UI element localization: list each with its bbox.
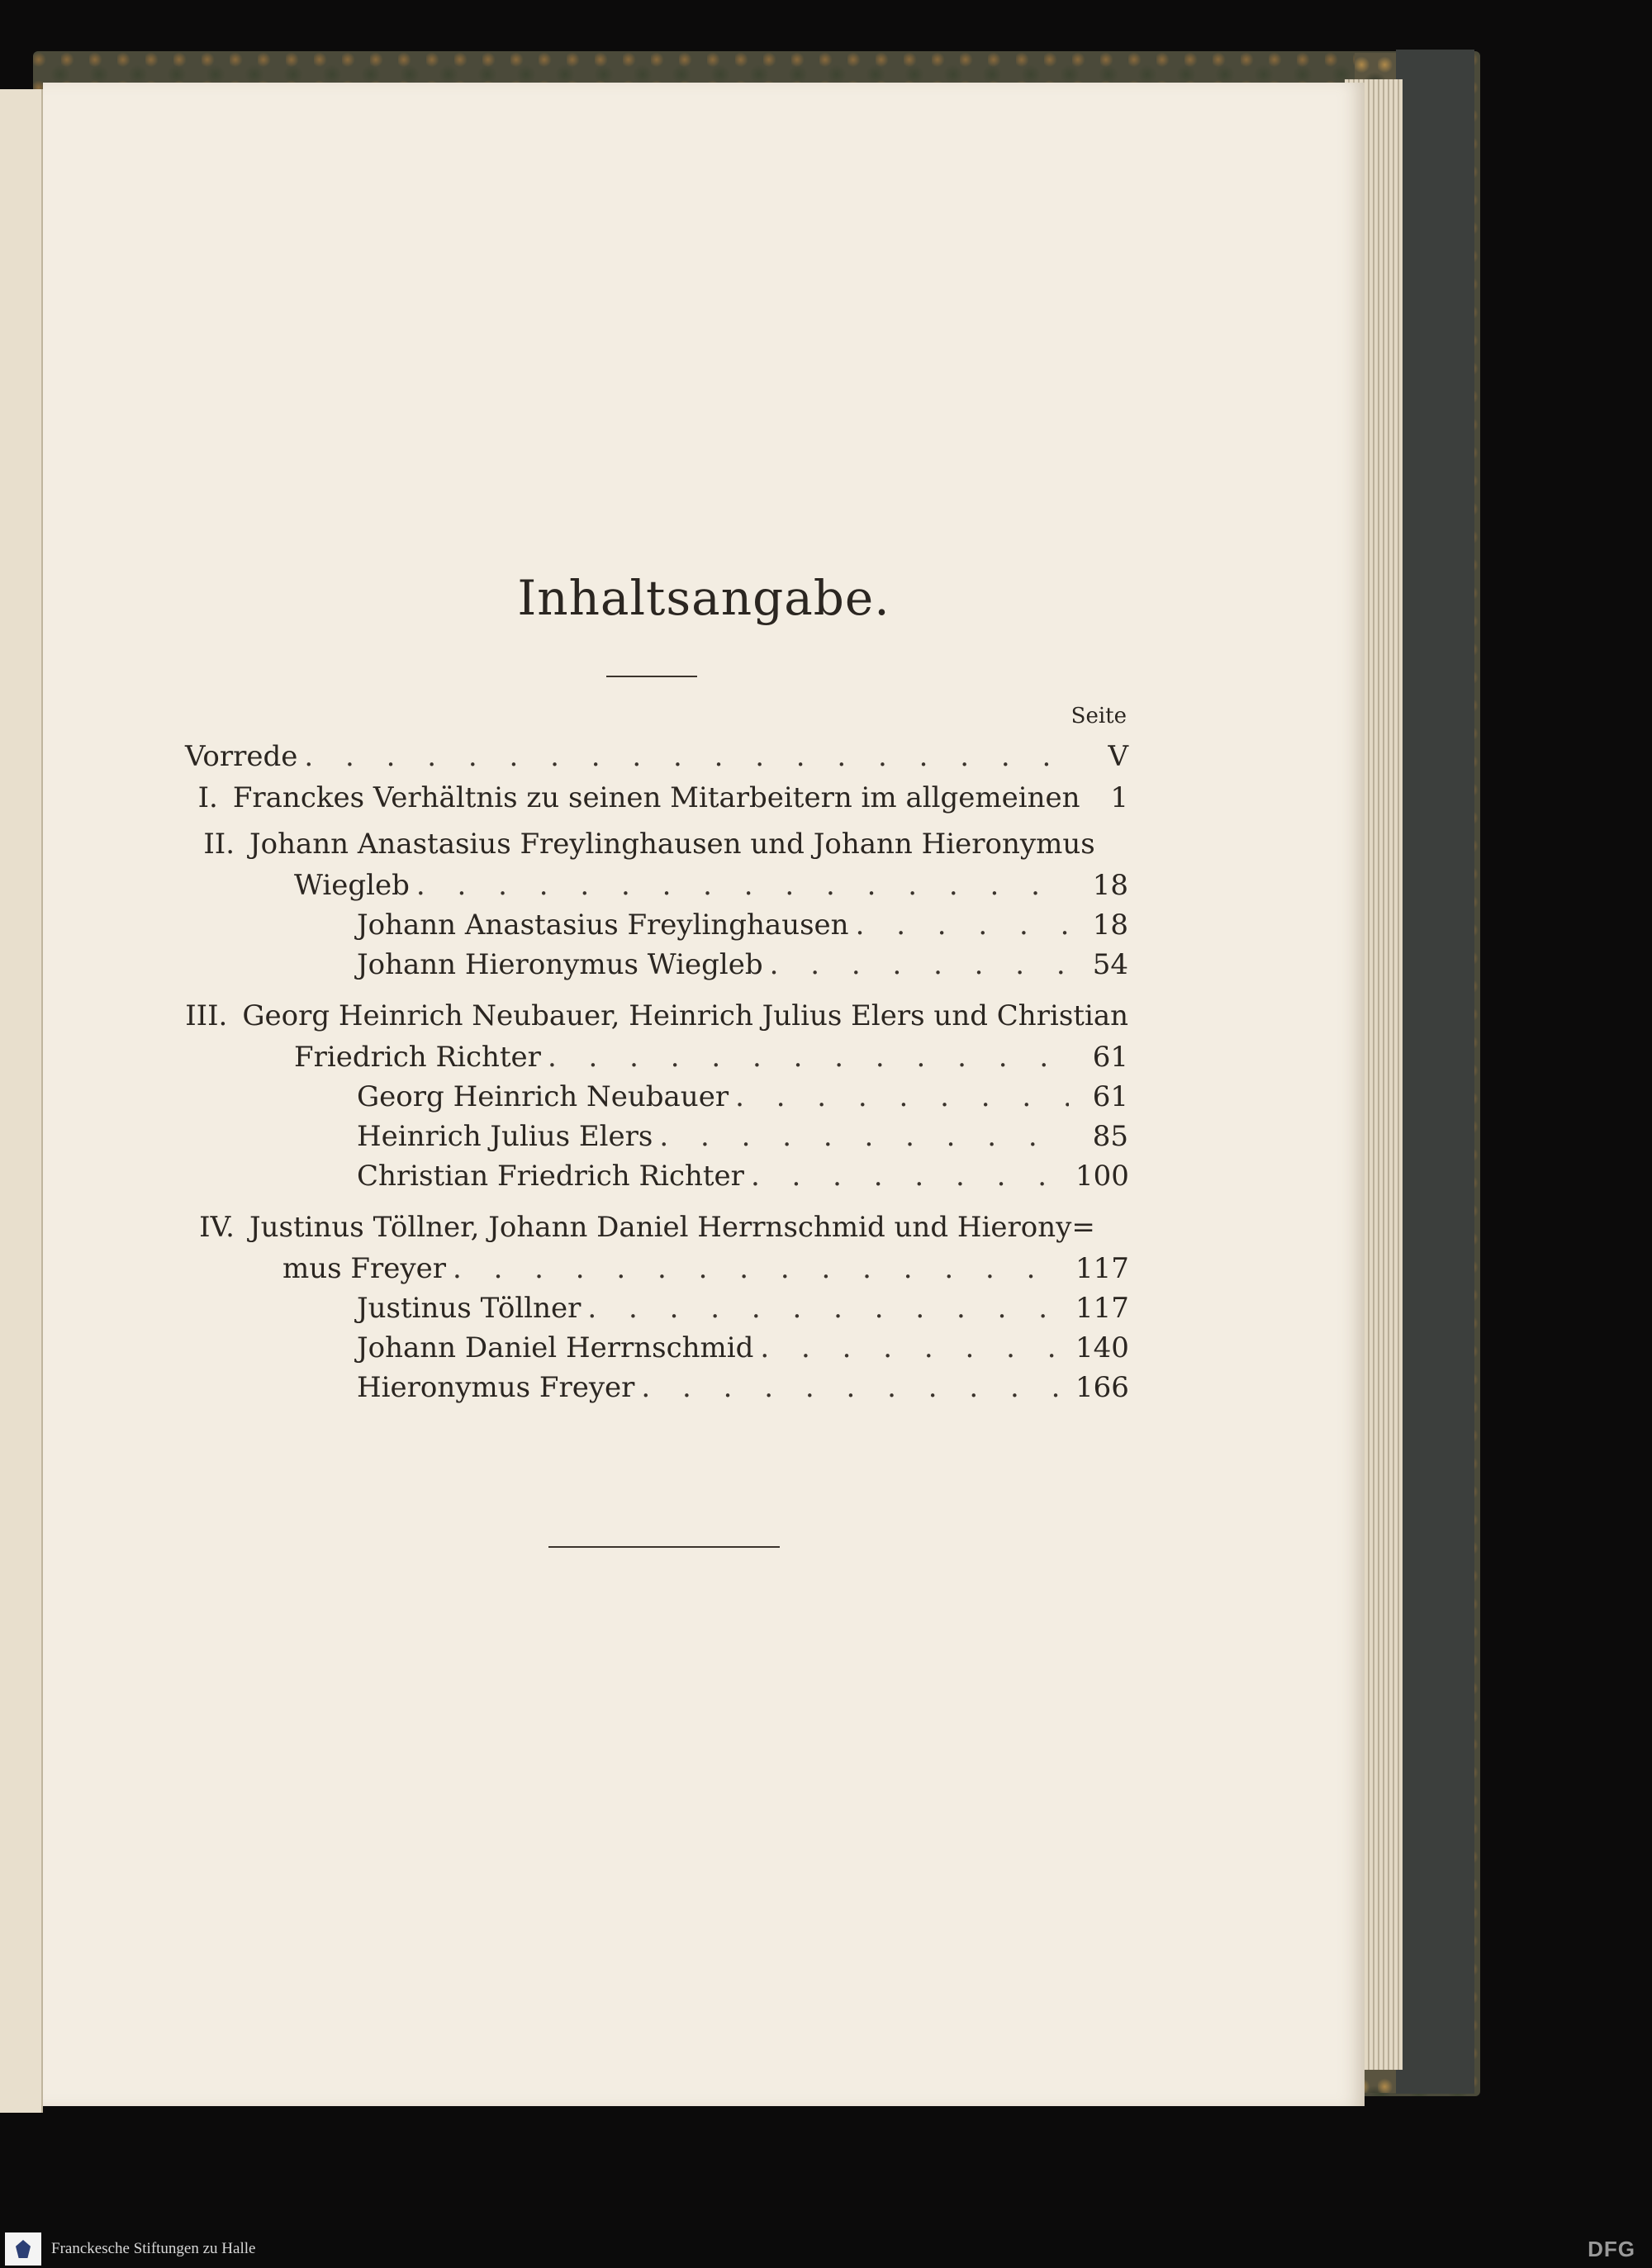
toc-entry xyxy=(282,1252,1128,1292)
book-spine xyxy=(1396,50,1474,2094)
viewer-footer xyxy=(0,2230,1652,2268)
book-page xyxy=(43,83,1365,2106)
table-of-contents xyxy=(43,83,1365,2106)
toc-entry-page: 166 xyxy=(1075,1371,1129,1404)
leader-dots xyxy=(587,1292,1069,1325)
end-divider xyxy=(548,1546,780,1548)
toc-entry-page: 18 xyxy=(1092,909,1128,942)
toc-entry-page: 140 xyxy=(1075,1331,1129,1364)
toc-entry-page: 61 xyxy=(1092,1080,1128,1113)
institution-name[interactable]: Franckesche Stiftungen zu Halle xyxy=(51,2240,256,2257)
toc-entry-page: 85 xyxy=(1092,1120,1128,1153)
toc-entry xyxy=(357,1120,1128,1160)
toc-entry-page: V xyxy=(1108,740,1128,773)
leader-dots xyxy=(735,1080,1069,1113)
leader-dots xyxy=(659,1120,1069,1153)
toc-entry-page: 117 xyxy=(1075,1252,1129,1285)
leader-dots xyxy=(751,1160,1069,1193)
toc-entry-text: Vorrede xyxy=(185,740,298,773)
toc-entry-text: Georg Heinrich Neubauer xyxy=(357,1080,729,1113)
crest-icon xyxy=(16,2240,31,2258)
toc-entry-text: Justinus Töllner, Johann Daniel Herrnschmid und Hierony= xyxy=(249,1211,1095,1244)
toc-entry-text: Hieronymus Freyer xyxy=(357,1371,635,1404)
toc-entry-page: 54 xyxy=(1092,948,1128,981)
toc-entry xyxy=(294,1041,1128,1080)
toc-entry-text: Justinus Töllner xyxy=(357,1292,582,1325)
toc-entry xyxy=(357,909,1128,948)
toc-entry-text: mus Freyer xyxy=(282,1252,446,1285)
toc-entry xyxy=(357,1080,1128,1120)
toc-entry xyxy=(185,828,1128,867)
toc-entry-page: 18 xyxy=(1092,869,1128,902)
toc-entry-text: Johann Anastasius Freylinghausen und Johann Hieronymus xyxy=(249,828,1095,861)
leader-dots xyxy=(760,1331,1069,1364)
toc-entry-page: 100 xyxy=(1075,1160,1129,1193)
toc-entry xyxy=(357,1160,1128,1199)
toc-entry-text: Johann Hieronymus Wiegleb xyxy=(357,948,763,981)
leader-dots xyxy=(641,1371,1069,1404)
leader-dots xyxy=(856,909,1069,942)
toc-entry xyxy=(357,1331,1128,1371)
toc-entry xyxy=(185,1211,1128,1250)
toc-entry-number: II. xyxy=(203,828,235,861)
toc-entry-text: Heinrich Julius Elers xyxy=(357,1120,653,1153)
toc-entry-text: Johann Anastasius Freylinghausen xyxy=(357,909,849,942)
toc-entry-text: Christian Friedrich Richter xyxy=(357,1160,744,1193)
leader-dots xyxy=(416,869,1069,902)
toc-entry-text: Georg Heinrich Neubauer, Heinrich Julius Elers und Christian xyxy=(242,999,1128,1032)
leader-dots xyxy=(304,740,1069,773)
dfg-logo[interactable]: DFG xyxy=(1588,2237,1635,2261)
toc-entry-page: 117 xyxy=(1075,1292,1129,1325)
toc-entry xyxy=(185,999,1128,1039)
leader-dots xyxy=(453,1252,1069,1285)
page-title: Inhaltsangabe. xyxy=(517,570,890,626)
toc-entry xyxy=(357,1292,1128,1331)
toc-entry-number: IV. xyxy=(199,1211,235,1244)
toc-entry-number: III. xyxy=(185,999,228,1032)
toc-entry-number: I. xyxy=(197,781,218,814)
toc-entry xyxy=(357,948,1128,988)
toc-entry xyxy=(357,1371,1128,1411)
toc-entry xyxy=(185,740,1128,780)
toc-entry xyxy=(294,869,1128,909)
toc-entry-page: 61 xyxy=(1092,1041,1128,1074)
leader-dots xyxy=(548,1041,1069,1074)
leader-dots xyxy=(770,948,1069,981)
toc-entry-text: Wiegleb xyxy=(294,869,410,902)
toc-entry-text: Franckes Verhältnis zu seinen Mitarbeitern im allgemeinen xyxy=(232,781,1080,814)
left-page-edge xyxy=(0,89,43,2113)
toc-entry-text: Johann Daniel Herrnschmid xyxy=(357,1331,754,1364)
toc-entry xyxy=(185,781,1128,821)
toc-entry-text: Friedrich Richter xyxy=(294,1041,541,1074)
toc-entry-page: 1 xyxy=(1110,781,1128,814)
page-column-label: Seite xyxy=(1070,704,1127,728)
institution-logo-icon[interactable] xyxy=(5,2232,41,2266)
